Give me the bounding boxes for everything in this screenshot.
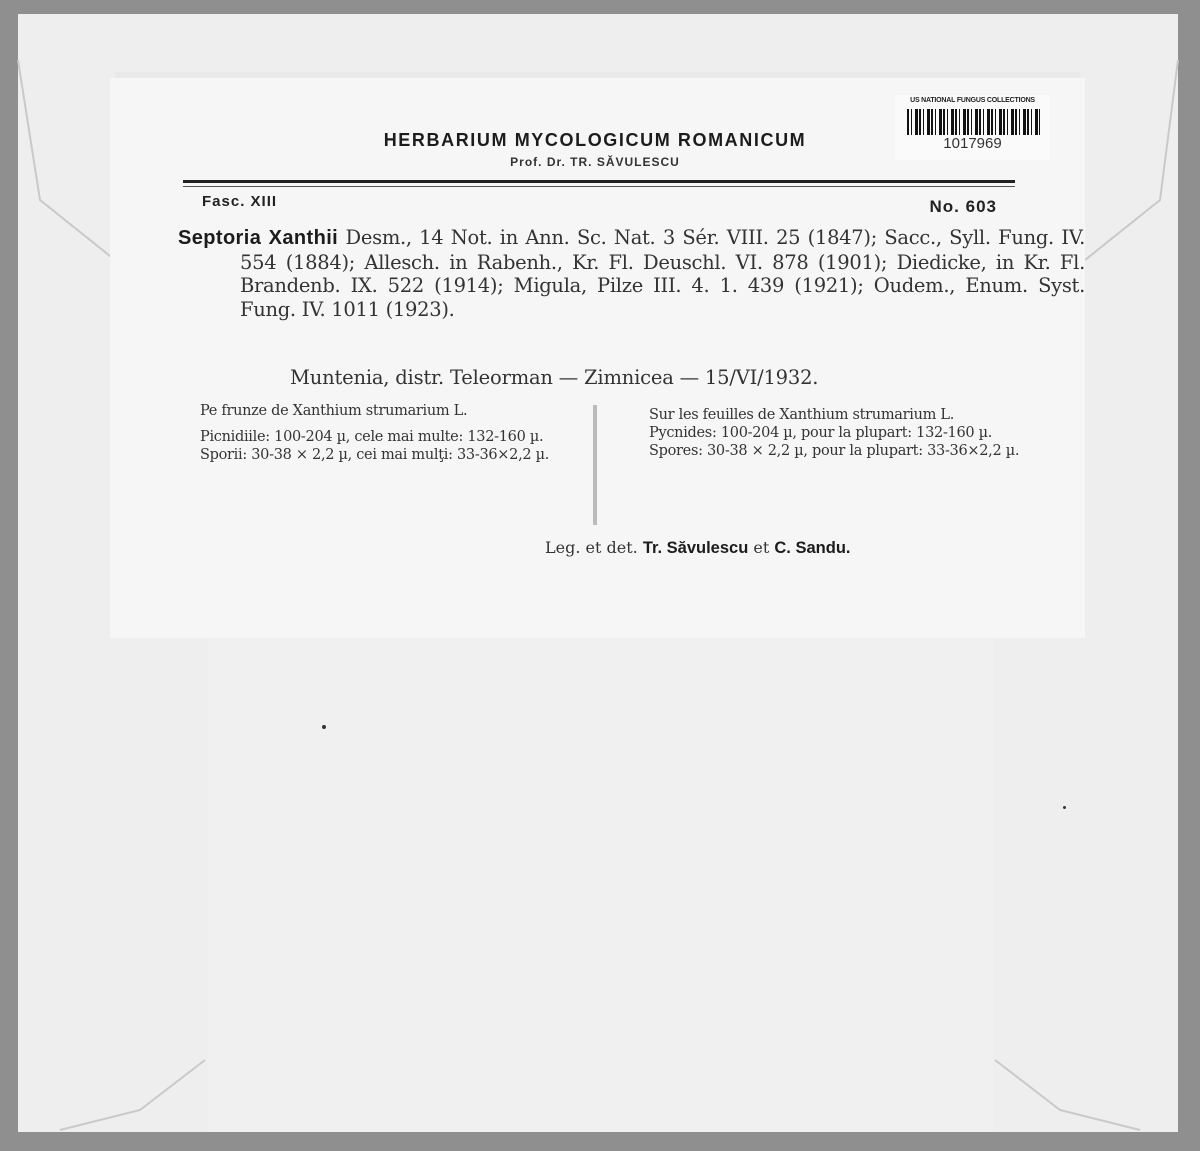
- collector-joiner: et: [753, 538, 770, 557]
- species-name: Septoria Xanthii: [178, 227, 339, 249]
- species-entry: [178, 226, 1085, 321]
- romanian-description: [178, 402, 570, 464]
- specimen-speck: [1063, 806, 1066, 809]
- barcode-heading: US NATIONAL FUNGUS COLLECTIONS: [910, 97, 1035, 104]
- column-divider: [593, 405, 597, 525]
- french-host: Sur les feuilles de Xanthium strumarium L.: [649, 407, 955, 423]
- french-description: [627, 406, 1025, 460]
- locality: Muntenia, distr. Teleorman — Zimnicea — 15/VI/1932.: [290, 366, 819, 389]
- french-pycnidia: Pycnides: 100-204 µ, pour la plupart: 132-160 µ.: [649, 425, 993, 441]
- collector-first: Tr. Săvulescu: [642, 539, 749, 557]
- fascicle: Fasc. XIII: [202, 193, 278, 210]
- romanian-pycnidia: Picnidiile: 100-204 µ, cele mai multe: 132-160 µ.: [200, 429, 544, 445]
- specimen-number: No. 603: [929, 197, 997, 216]
- species-citation: Desm., 14 Not. in Ann. Sc. Nat. 3 Sér. VIII. 25 (1847); Sacc., Syll. Fung. IV. 554 (1884); Allesch. in Rabenh., Kr. Fl. Deuschl. VI. 878 (1901); Diedicke, in Kr. Fl. Brandenb. IX. 522 (1914); Migula, Pilze III. 4. 1. 439 (1921); Oudem., Enum. Syst. Fung. IV. 1011 (1923).: [240, 226, 1085, 321]
- specimen-speck: [322, 725, 326, 729]
- collector-prefix: Leg. et det.: [545, 538, 638, 557]
- collector-second: C. Sandu.: [774, 539, 851, 557]
- header-rule: [183, 180, 1015, 183]
- envelope-bottom-panel: [208, 632, 993, 1132]
- romanian-host: Pe frunze de Xanthium strumarium L.: [200, 403, 468, 419]
- barcode-number: 1017969: [943, 135, 1002, 152]
- label-subtitle: Prof. Dr. TR. SĂVULESCU: [510, 155, 680, 169]
- header-rule-thin: [183, 186, 1015, 187]
- french-spores: Spores: 30-38 × 2,2 µ, pour la plupart: 33-36×2,2 µ.: [649, 443, 1020, 459]
- romanian-spores: Sporii: 30-38 × 2,2 µ, cei mai mulţi: 33-36×2,2 µ.: [200, 447, 550, 463]
- label-title: HERBARIUM MYCOLOGICUM ROMANICUM: [383, 130, 807, 150]
- collector-line: [545, 538, 965, 558]
